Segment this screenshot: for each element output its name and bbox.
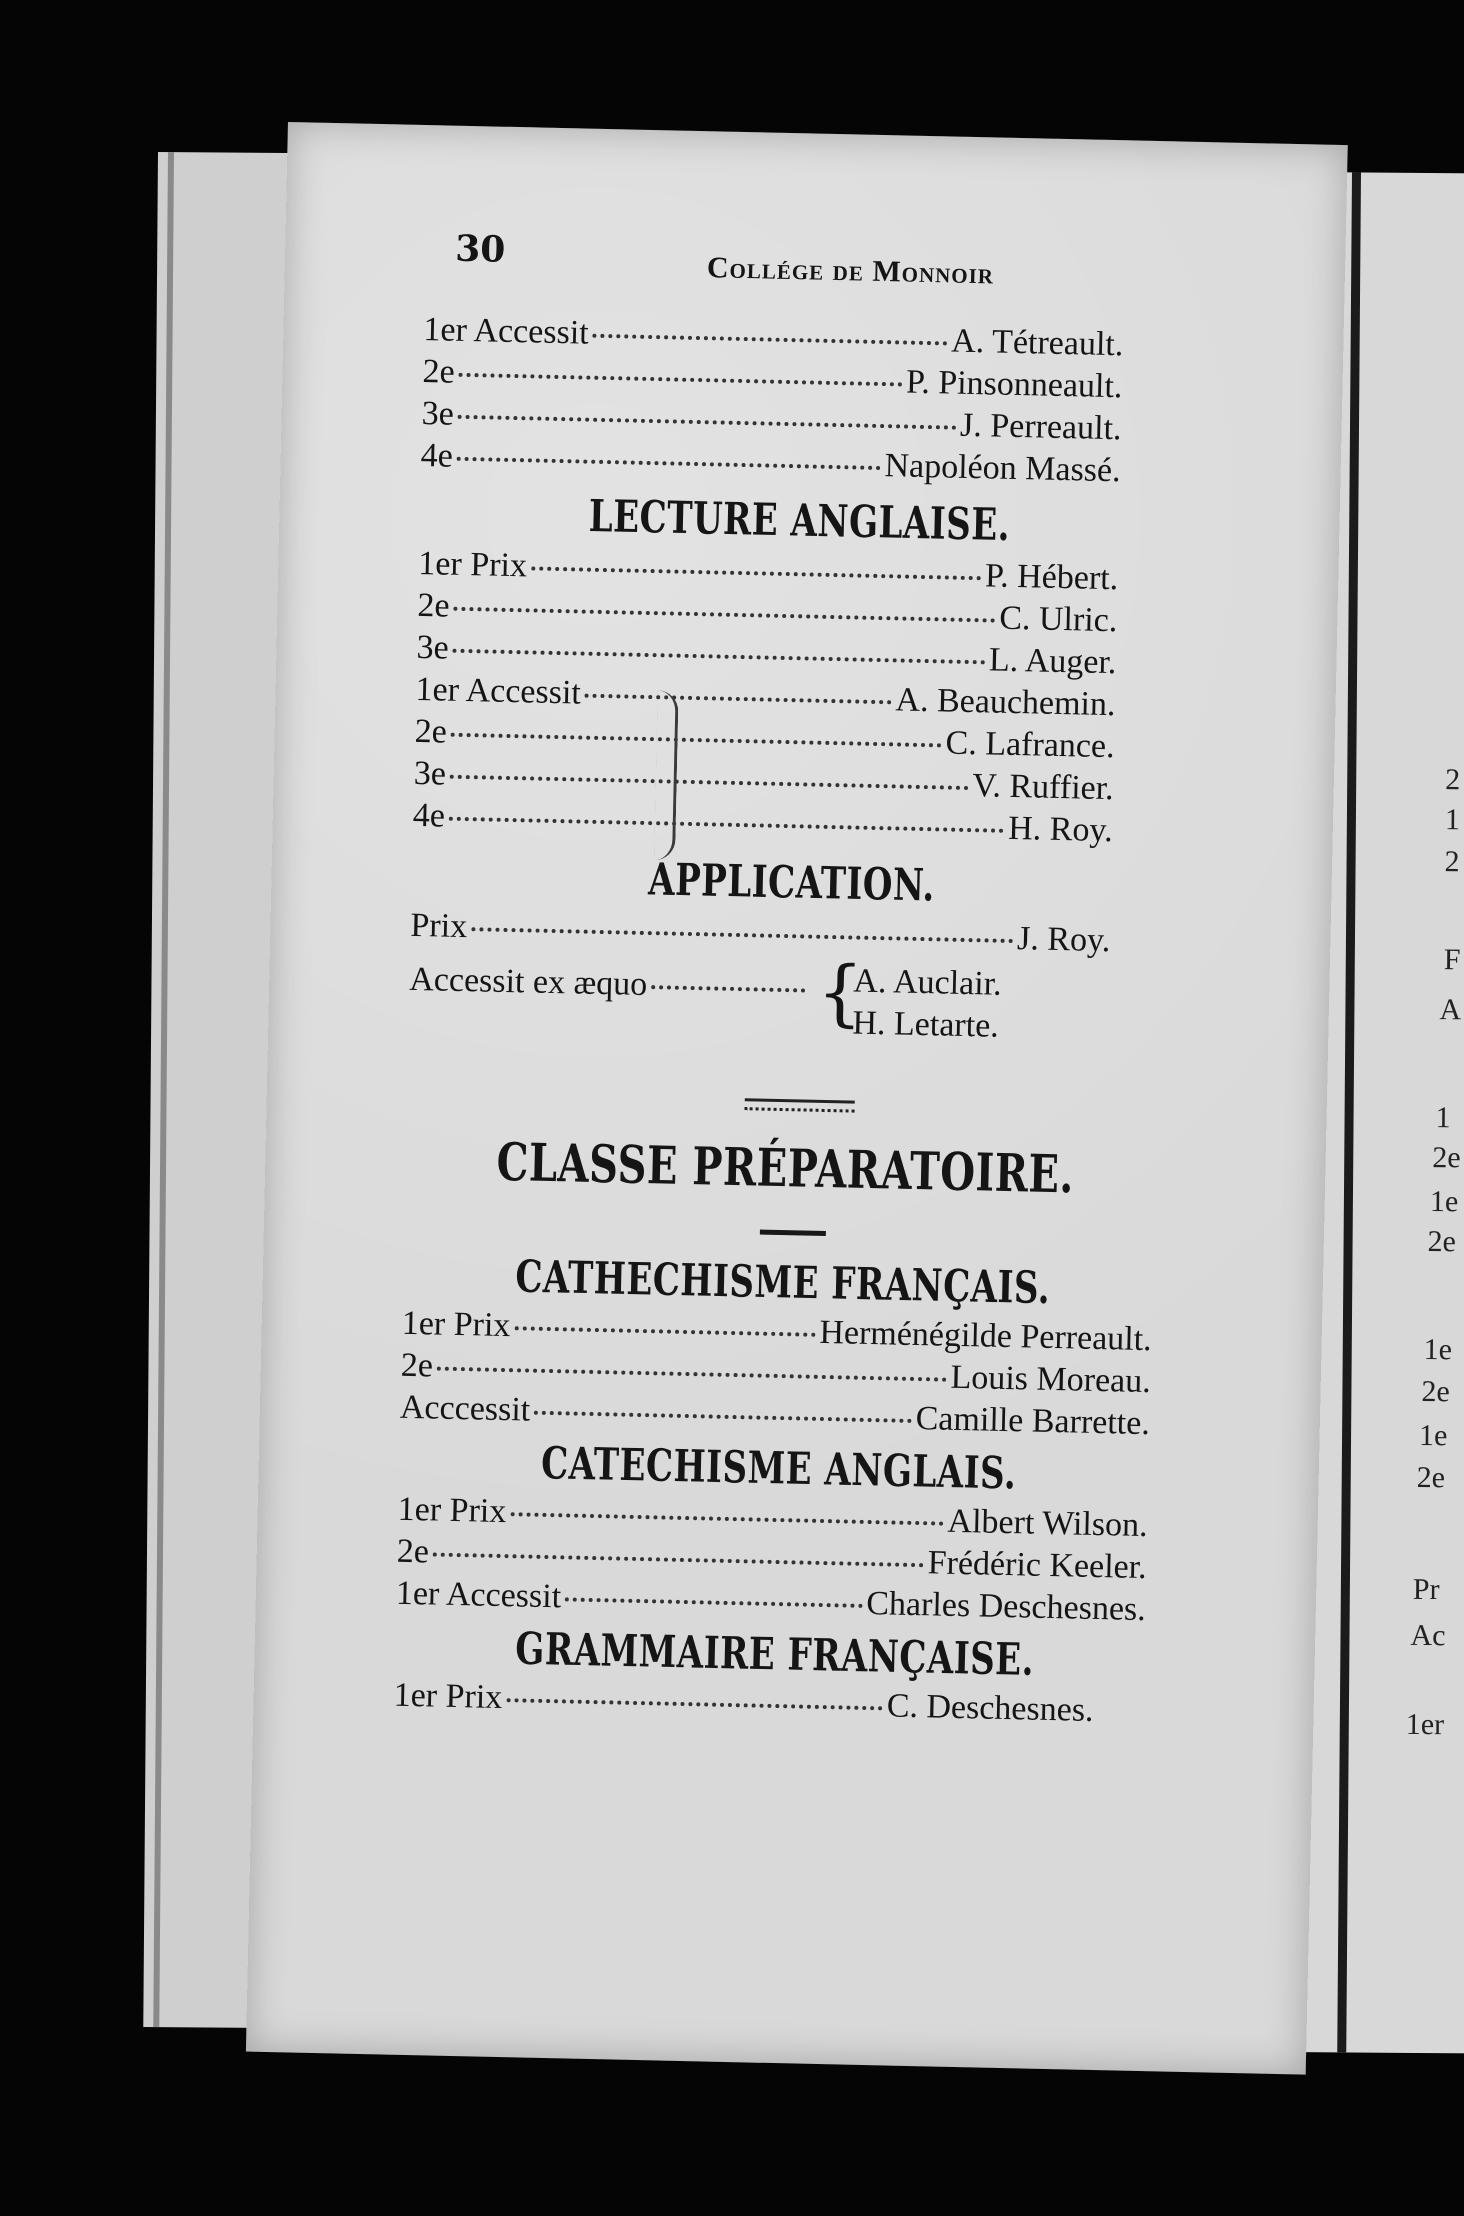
page-number: 30 — [454, 227, 506, 271]
award-rank: 1er Prix — [393, 1676, 503, 1717]
dot-leader — [451, 733, 942, 748]
award-rank: 1er Accessit — [395, 1574, 562, 1616]
award-winner: H. Roy. — [1007, 809, 1114, 850]
dot-leader — [433, 1553, 924, 1568]
dot-leader — [450, 775, 968, 790]
award-rank: 1er Prix — [401, 1304, 511, 1345]
facing-page-fragment: 2 — [1445, 763, 1461, 797]
award-entry — [409, 961, 810, 1012]
award-rank: 3e — [416, 628, 450, 667]
facing-page-fragment: Ac — [1410, 1618, 1446, 1653]
award-rank: 4e — [412, 796, 446, 835]
award-winner: A. Auclair. — [852, 962, 1003, 1003]
facing-page-fragment: A — [1439, 993, 1462, 1027]
dot-leader — [453, 607, 995, 623]
award-rank: 3e — [421, 394, 455, 433]
award-entry — [410, 907, 1111, 964]
award-winner: C. Lafrance. — [945, 724, 1115, 766]
award-winner: A. Beauchemin. — [895, 681, 1116, 724]
section-heading: GRAMMAIRE FRANÇAISE. — [514, 1623, 1035, 1687]
award-rank: 2e — [400, 1346, 434, 1385]
dot-leader — [457, 457, 881, 470]
facing-page-fragment: 2e — [1421, 1374, 1450, 1409]
pencil-mark — [654, 690, 679, 860]
award-winner: Napoléon Massé. — [884, 447, 1121, 490]
award-winner: V. Ruffier. — [971, 767, 1115, 808]
award-rank: 2e — [396, 1532, 430, 1571]
book-page — [246, 122, 1348, 2075]
facing-page-fragment: 2e — [1416, 1460, 1446, 1495]
award-winner: P. Pinsonneault. — [905, 363, 1123, 406]
facing-page-fragment: 1e — [1418, 1418, 1448, 1453]
dot-leader — [510, 1512, 943, 1525]
dot-leader — [565, 1597, 862, 1607]
dot-leader — [506, 1698, 883, 1710]
brace: { — [816, 949, 864, 1035]
class-heading: CLASSE PRÉPARATOIRE. — [495, 1131, 1075, 1206]
award-winner: C. Deschesnes. — [886, 1687, 1094, 1729]
award-rank: Acccessit — [399, 1388, 531, 1429]
dot-leader — [531, 566, 981, 580]
dot-leader — [534, 1411, 912, 1423]
award-winner: J. Roy. — [1016, 920, 1111, 960]
award-winner: Louis Moreau. — [950, 1358, 1152, 1401]
dot-leader — [437, 1367, 947, 1382]
section-heading: CATHECHISME FRANÇAIS. — [514, 1251, 1051, 1315]
section-heading: APPLICATION. — [647, 854, 936, 913]
award-rank: 2e — [417, 586, 450, 625]
award-rank: 2e — [422, 352, 456, 391]
award-rank: 2e — [414, 712, 448, 751]
facing-page-fragment: 2e — [1432, 1141, 1461, 1175]
facing-page-fragment: Pr — [1412, 1572, 1440, 1607]
award-winner: J. Perreault. — [959, 406, 1122, 448]
dot-leader — [471, 927, 1013, 943]
award-rank: 1er Accessit — [415, 670, 582, 712]
section-heading: LECTURE ANGLAISE. — [588, 490, 1011, 552]
heading-rule — [760, 1230, 826, 1236]
facing-page-fragment: F — [1443, 943, 1461, 977]
award-rank: 1er Prix — [417, 544, 528, 585]
dot-leader — [651, 985, 805, 992]
award-winner: Herménégilde Perreault. — [819, 1313, 1153, 1359]
award-rank: Prix — [410, 906, 468, 946]
award-winner: C. Ulric. — [998, 599, 1118, 640]
award-winner: Albert Wilson. — [947, 1502, 1148, 1545]
award-rank: 3e — [413, 754, 447, 793]
section-heading: CATECHISME ANGLAIS. — [540, 1437, 1017, 1501]
award-winner: L. Auger. — [988, 641, 1117, 682]
dot-leader — [458, 415, 956, 430]
award-rank: 1er Prix — [397, 1490, 507, 1531]
dot-leader — [514, 1326, 815, 1337]
dot-leader — [453, 649, 985, 665]
facing-page-fragment: 1e — [1429, 1185, 1459, 1219]
facing-page-fragment: 1 — [1444, 803, 1461, 837]
award-rank: 1er Accessit — [423, 311, 590, 352]
award-winner: Charles Deschesnes. — [865, 1584, 1147, 1629]
running-head: Collége de Monnoir — [706, 251, 995, 291]
award-winner: P. Hébert. — [984, 557, 1119, 598]
facing-page-fragment: 1er — [1405, 1707, 1445, 1742]
tied-winners — [852, 961, 1002, 1048]
award-winner: Frédéric Keeler. — [927, 1544, 1148, 1587]
dot-leader — [459, 373, 903, 387]
facing-page-fragment: 2 — [1444, 845, 1460, 879]
award-winner: H. Letarte. — [852, 1004, 1000, 1045]
award-winner: A. Tétreault. — [950, 322, 1124, 364]
facing-page-fragment: 1 — [1435, 1101, 1451, 1135]
award-rank: Accessit ex æquo — [408, 960, 648, 1004]
award-winner: Camille Barrette. — [915, 1400, 1151, 1443]
ornamental-rule — [745, 1098, 855, 1112]
dot-leader — [585, 694, 892, 705]
dot-leader — [593, 334, 948, 346]
award-rank: 4e — [420, 436, 454, 475]
facing-page-fragment: 2e — [1427, 1225, 1457, 1259]
dot-leader — [449, 817, 1004, 833]
facing-page-fragment: 1e — [1423, 1333, 1453, 1367]
